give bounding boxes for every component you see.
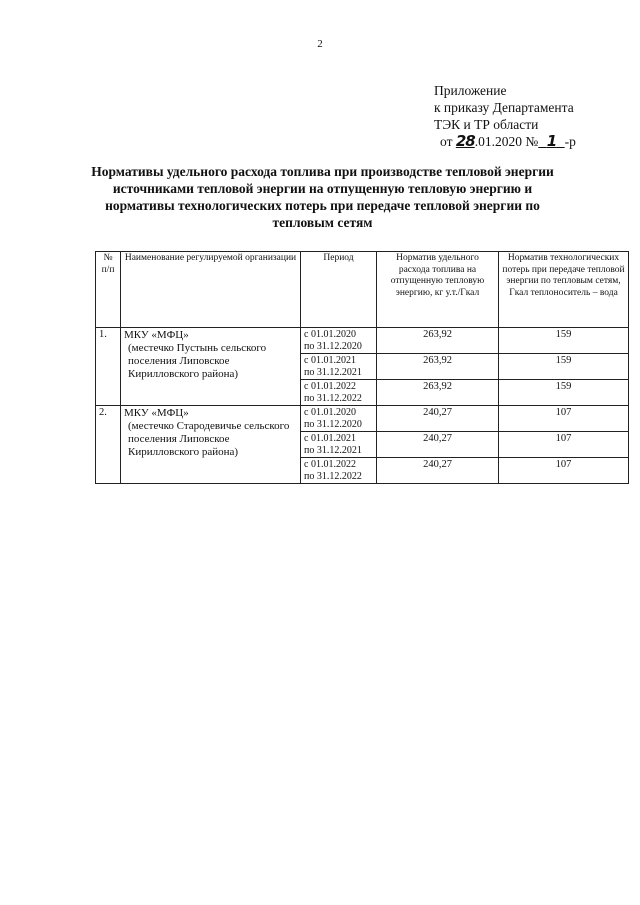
period-cell: с 01.01.2020 по 31.12.2020 bbox=[301, 406, 377, 432]
period-cell: с 01.01.2021 по 31.12.2021 bbox=[301, 354, 377, 380]
fuel-norm-value: 263,92 bbox=[377, 380, 499, 406]
appendix-block bbox=[434, 82, 576, 150]
org-name: МКУ «МФЦ» bbox=[124, 329, 189, 341]
header-period: Период bbox=[301, 252, 377, 328]
header-fuel-norm: Норматив удельного расхода топлива на отпущенную тепловую энергию, кг у.т./Гкал bbox=[377, 252, 499, 328]
fuel-norm-value: 240,27 bbox=[377, 458, 499, 484]
fuel-norm-value: 240,27 bbox=[377, 432, 499, 458]
norms-table bbox=[95, 251, 629, 484]
table-row bbox=[96, 328, 629, 354]
loss-norm-value: 107 bbox=[499, 432, 629, 458]
loss-norm-value: 159 bbox=[499, 380, 629, 406]
order-number-handwritten: 1 bbox=[546, 132, 557, 150]
appendix-line-2: к приказу Департамента bbox=[434, 100, 574, 115]
fuel-norm-value: 240,27 bbox=[377, 406, 499, 432]
loss-norm-value: 159 bbox=[499, 328, 629, 354]
order-date-rest: .01.2020 № bbox=[474, 134, 539, 149]
header-org: Наименование регулируемой организации bbox=[121, 252, 301, 328]
header-loss-norm: Норматив технологических потерь при передаче тепловой энергии по тепловым сетям, Гкал теплоноситель – вода bbox=[499, 252, 629, 328]
order-date-line bbox=[440, 133, 576, 150]
order-suffix: -р bbox=[564, 134, 576, 149]
header-num: № п/п bbox=[96, 252, 121, 328]
order-day-handwritten: 28 bbox=[455, 132, 475, 150]
document-title: Нормативы удельного расхода топлива при производстве тепловой энергии источниками тепловой энергии на отпущенную тепловую энергию и нормативы технологических потерь при передаче тепловой энергии по тепловым сетям bbox=[91, 164, 554, 230]
fuel-norm-value: 263,92 bbox=[377, 328, 499, 354]
loss-norm-value: 159 bbox=[499, 354, 629, 380]
org-location: (местечко Пустынь сельского поселения Липовское Кирилловского района) bbox=[128, 342, 267, 380]
period-cell: с 01.01.2021 по 31.12.2021 bbox=[301, 432, 377, 458]
appendix-line-1: Приложение bbox=[434, 83, 507, 98]
order-prefix: от bbox=[440, 134, 456, 149]
page-number: 2 bbox=[317, 38, 323, 50]
org-name: МКУ «МФЦ» bbox=[124, 407, 189, 419]
row-num: 1. bbox=[96, 328, 121, 406]
loss-norm-value: 107 bbox=[499, 406, 629, 432]
fuel-norm-value: 263,92 bbox=[377, 354, 499, 380]
org-cell bbox=[121, 406, 301, 484]
org-cell bbox=[121, 328, 301, 406]
period-cell: с 01.01.2020 по 31.12.2020 bbox=[301, 328, 377, 354]
table-row bbox=[96, 406, 629, 432]
appendix-line-3: ТЭК и ТР области bbox=[434, 117, 539, 132]
loss-norm-value: 107 bbox=[499, 458, 629, 484]
period-cell: с 01.01.2022 по 31.12.2022 bbox=[301, 458, 377, 484]
org-location: (местечко Стародевичье сельского поселения Липовское Кирилловского района) bbox=[128, 420, 290, 458]
period-cell: с 01.01.2022 по 31.12.2022 bbox=[301, 380, 377, 406]
row-num: 2. bbox=[96, 406, 121, 484]
table-header-row bbox=[96, 252, 629, 328]
